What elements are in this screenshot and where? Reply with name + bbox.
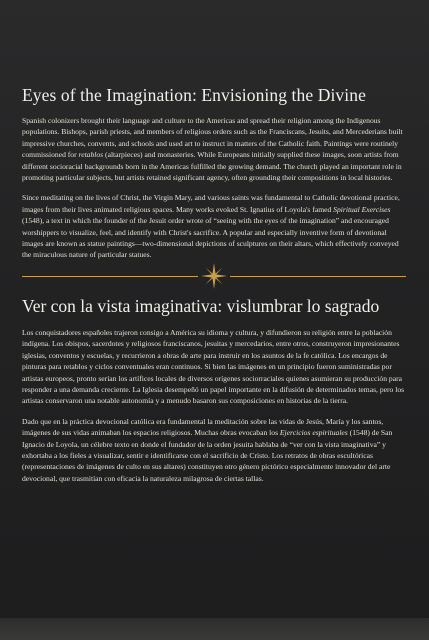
english-title: Eyes of the Imagination: Envisioning the Divine bbox=[22, 85, 366, 105]
text-run: Spanish colonizers brought their language and culture to the Americas and spread their religion among the Indigenous populations. Bishops, parish priests, and members of religious orders such as the Franciscans, Jesuits, and Mercederians built impressive churches, convents, and schools and used art to instruct in matters of the Catholic faith. Paintings were routinely commissioned for bbox=[22, 116, 403, 160]
text-run: (1548) de San Ignacio de Loyola, un célebre texto en donde el fundador de la orden jesuita hablaba de “ver con la vista imaginativa” y exhortaba a los fieles a visualizar, sentir e identificarse con el sacrificio de Cristo. Los retratos de obras escultóricas (representaciones de imágenes de culto en sus altares) constituyen otro género pictórico especialmente innovador del arte devocional, que trasmitían con eficacia la naturaleza milagrosa de ciertas tallas. bbox=[22, 428, 393, 483]
spanish-paragraph-2 bbox=[22, 416, 406, 484]
text-run: Dado que en la práctica devocional católica era fundamental la meditación sobre las vidas de Jesús, María y los santos, imágenes de sus vidas animaban los espacios religiosos. Muchas obras evocaban los bbox=[22, 416, 384, 438]
compass-star-icon bbox=[201, 263, 227, 289]
divider-line-right bbox=[230, 276, 406, 277]
spanish-paragraph-1 bbox=[22, 327, 406, 407]
divider-line-left bbox=[22, 276, 198, 277]
wall-text bbox=[22, 84, 406, 484]
italic-title-run: Ejercicios espirituales bbox=[279, 428, 348, 438]
text-run: (altarpieces) and monasteries. While Europeans initially supplied these images, soon artists from different socioracial backgrounds born in the Americas fulfilled the growing demand. The church played an important role in promoting particular subjects, but artists retained significant agency, often grounding their compositions in local histories. bbox=[22, 150, 402, 183]
italic-title-run: Spiritual Exercises bbox=[333, 204, 391, 214]
floor-strip bbox=[0, 618, 429, 640]
italic-title-run: retablos bbox=[78, 150, 104, 160]
english-paragraph-1 bbox=[22, 115, 406, 183]
text-run: Los conquistadores españoles trajeron consigo a América su idioma y cultura, y difundieron su religión entre la población indígena. Los obispos, sacerdotes y religiosos franciscanos, jesuitas y mercedarios, entre otros, construyeron impresionantes iglesias, conventos y escuelas, y recurrieron a obras de arte para instruir en los asuntos de la fe católica. Los encargos de pinturas para retablos y ciclos conventuales eran continuos. Si bien las imágenes en un principio fueron suministradas por artistas europeos, pronto serían los artífices locales de diversos orígenes sociorraciales quienes asumieran su producción para responder a una demanda creciente. La Iglesia desempeñó un papel importante en la difusión de determinados temas, pero los artistas conservaron una notable autonomía y a menudo basaron sus composiciones en historias de la tierra. bbox=[22, 327, 405, 406]
text-run: Since meditating on the lives of Christ, the Virgin Mary, and various saints was fundamental to Catholic devotional practice, images from their lives animated religious spaces. Many works evoked St. Ignatius of Loyola's famed bbox=[22, 193, 400, 214]
spanish-title: Ver con la vista imaginativa: vislumbrar lo sagrado bbox=[22, 295, 380, 316]
text-run: (1548), a text in which the founder of the Jesuit order wrote of “seeing with the eyes of the imagination” and encouraged worshippers to visualize, feel, and identify with Christ's sacrifice. A popular and especially inventive form of devotional images are known as statue paintings—two-dimensional depictions of sculptures on their altars, which effectively conveyed the miraculous nature of particular statues. bbox=[22, 216, 399, 260]
english-paragraph-2 bbox=[22, 192, 406, 260]
section-divider bbox=[22, 263, 406, 289]
